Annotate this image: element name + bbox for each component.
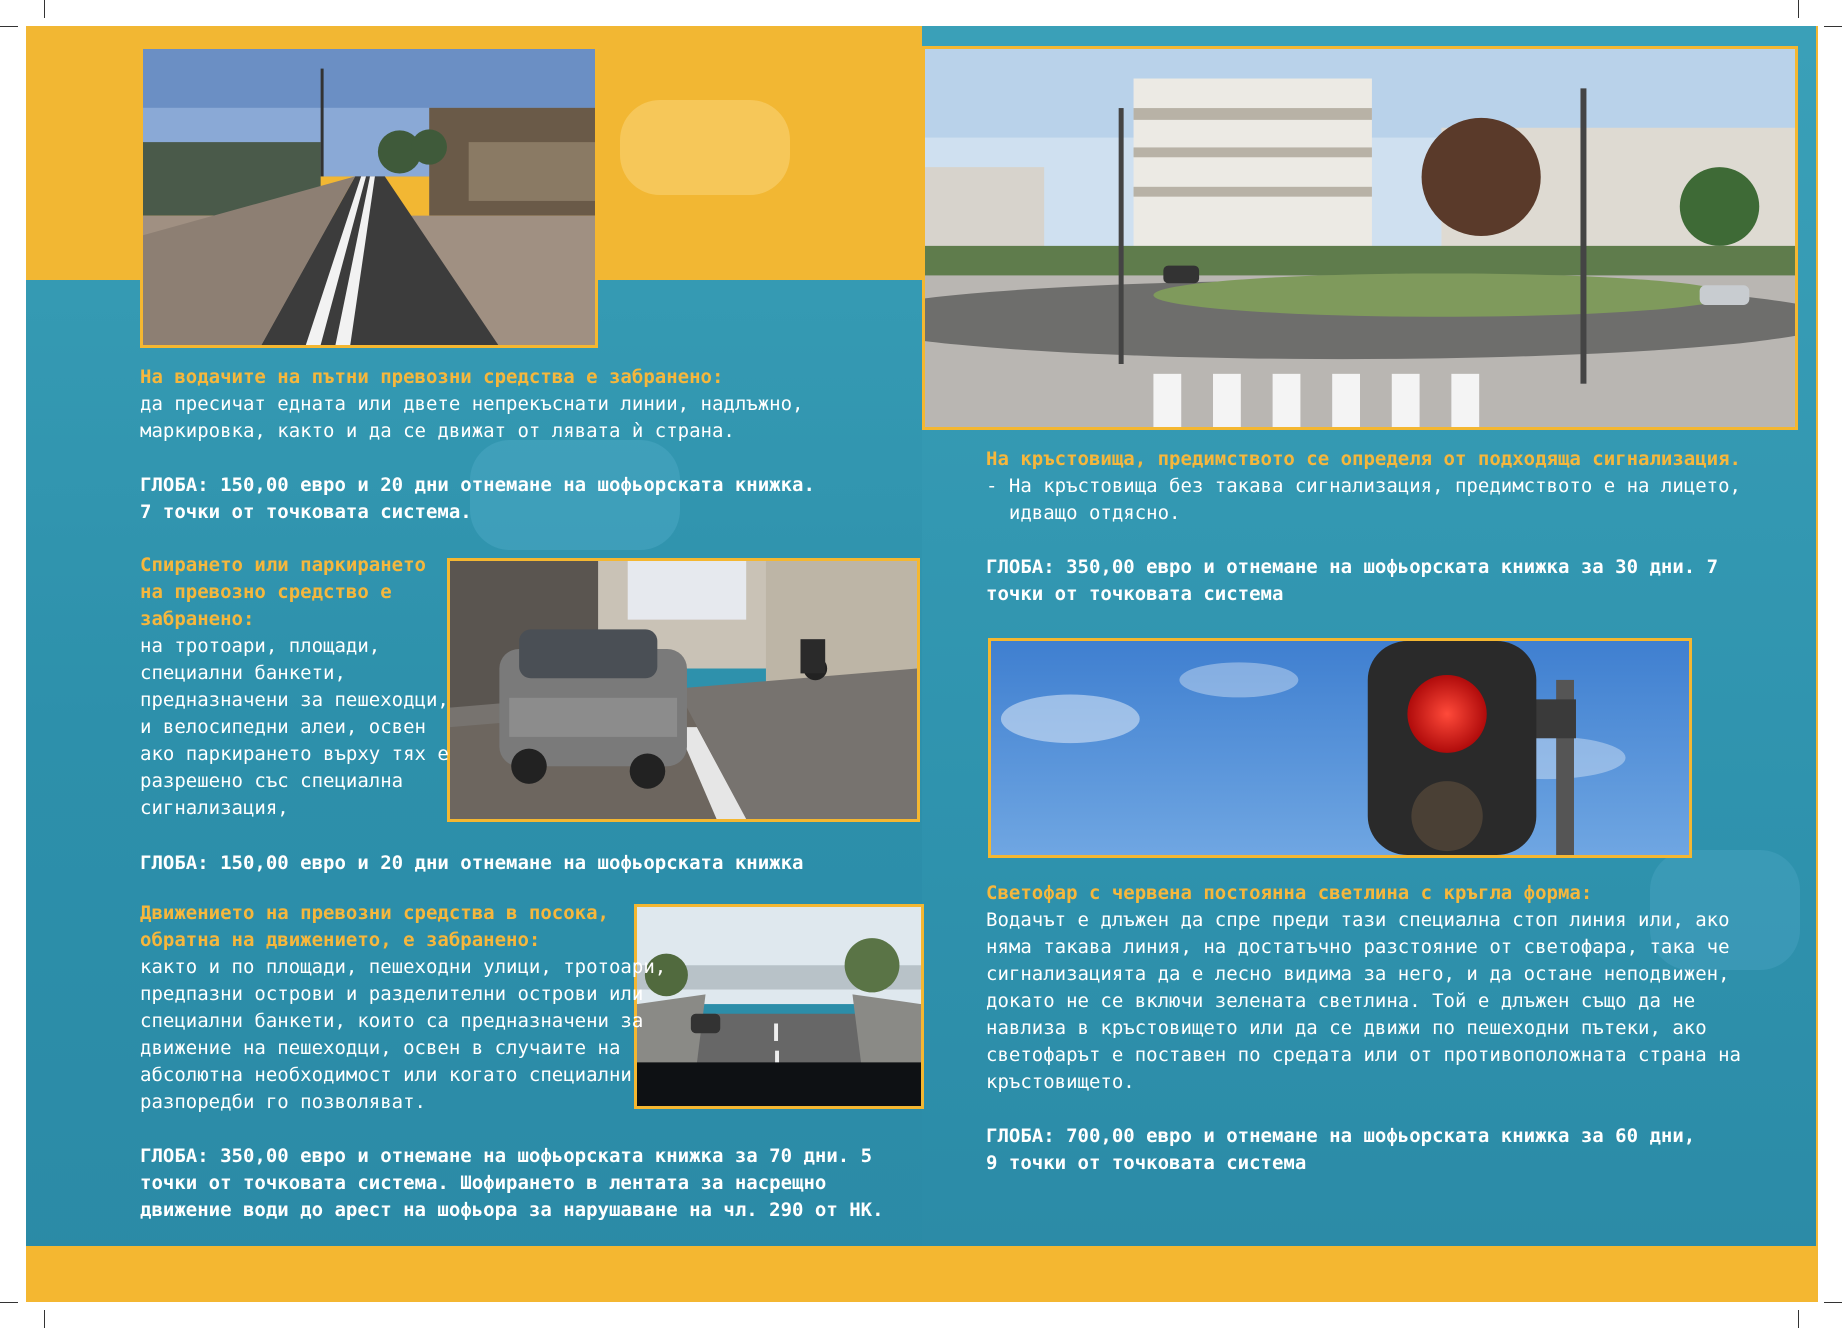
right-yellow-strip [1816,26,1818,1302]
fine-line: ГЛОБА: 350,00 евро и отнемане на шофьорската книжка за 30 дни. 7 [986,556,1719,578]
section-body-line: сигнализацията да е лесно видима за него, и да остане неподвижен, [986,963,1730,985]
section-body-line: и велосипедни алеи, освен [140,716,426,738]
section-heading: обратна на движението, е забранено: [140,929,541,951]
section-body-line: разпоредби го позволяват. [140,1091,426,1113]
section-body-line: както и по площади, пешеходни улици, тротоари, [140,956,667,978]
bottom-yellow-band [26,1246,1816,1302]
crop-mark [1824,26,1842,27]
section-parking [140,552,449,822]
section-body-line: кръстовището. [986,1071,1135,1093]
fine-line: точки от точковата система. Шофирането в лентата за насрещно [140,1172,827,1194]
section-body-line: разрешено със специална [140,770,404,792]
roundabout-crosswalk-photo [922,46,1798,430]
section-body-line: докато не се включи зелената светлина. Той е длъжен също да не [986,990,1696,1012]
crop-mark [0,26,18,27]
section-heading: Движението на превозни средства в посока, [140,902,609,924]
section-body-line: маркировка, както и да се движат от лявата ѝ страна. [140,420,735,442]
section-heading: Спирането или паркирането [140,554,426,576]
section-parking-fine [140,850,803,877]
fine-line: ГЛОБА: 150,00 евро и 20 дни отнемане на шофьорската книжка. [140,474,815,496]
fine-line: ГЛОБА: 700,00 евро и отнемане на шофьорската книжка за 60 дни, [986,1125,1696,1147]
section-body-line: специални банкети, [140,662,346,684]
crop-mark [1824,1302,1842,1303]
section-body-line: специални банкети, които са предназначени за [140,1010,644,1032]
section-body-line: идващо отдясно. [986,502,1181,524]
road-double-line-photo [140,46,598,348]
red-traffic-light-photo [988,638,1692,858]
section-heading: На водачите на пътни превозни средства е забранено: [140,366,724,388]
section-body-line: предпазни острови и разделителни острови или [140,983,644,1005]
fine-line: движение води до арест на шофьора за нарушаване на чл. 290 от НК. [140,1199,884,1221]
fine-line: ГЛОБА: 350,00 евро и отнемане на шофьорската книжка за 70 дни. 5 [140,1145,873,1167]
parked-car-sidewalk-photo [447,558,920,822]
section-heading: На кръстовища, предимството се определя от подходяща сигнализация. [986,448,1741,470]
section-body-line: да пресичат едната или двете непрекъснати линии, надлъжно, [140,393,804,415]
crop-mark [44,0,45,18]
crop-mark [44,1310,45,1328]
section-body-line: навлиза в кръстовището или да се движи по пешеходни пътеки, ако [986,1017,1707,1039]
crop-mark [1798,0,1799,18]
section-body-line: движение на пешеходци, освен в случаите на [140,1037,621,1059]
section-body-line: няма такава линия, на достатъчно разстояние от светофара, така че [986,936,1730,958]
crop-mark [0,1302,18,1303]
section-body-line: - На кръстовища без такава сигнализация, предимството е на лицето, [986,475,1741,497]
section-lane-markings [140,364,815,526]
crop-mark [1798,1310,1799,1328]
fine-line: точки от точковата система [986,583,1284,605]
section-body-line: Водачът е длъжен да спре преди тази специална стоп линия или, ако [986,909,1730,931]
section-body-line: ако паркирането върху тях е [140,743,449,765]
section-body-line: светофарът е поставен по средата или от противоположната страна на [986,1044,1741,1066]
fine-line: 9 точки от точковата система [986,1152,1307,1174]
fine-line: ГЛОБА: 150,00 евро и 20 дни отнемане на шофьорската книжка [140,852,804,874]
fine-line: 7 точки от точковата система. [140,501,472,523]
section-heading: Светофар с червена постоянна светлина с кръгла форма: [986,882,1593,904]
section-intersection-priority [986,446,1741,608]
section-red-light [986,880,1741,1177]
section-body-line: абсолютна необходимост или когато специални [140,1064,632,1086]
section-heading: забранено: [140,608,255,630]
section-heading: на превозно средство е [140,581,392,603]
section-body-line: на тротоари, площади, [140,635,381,657]
car-silhouette-decoration [620,100,790,195]
section-wrong-way [140,900,884,1224]
section-body-line: предназначени за пешеходци, [140,689,449,711]
section-body-line: сигнализация, [140,797,289,819]
